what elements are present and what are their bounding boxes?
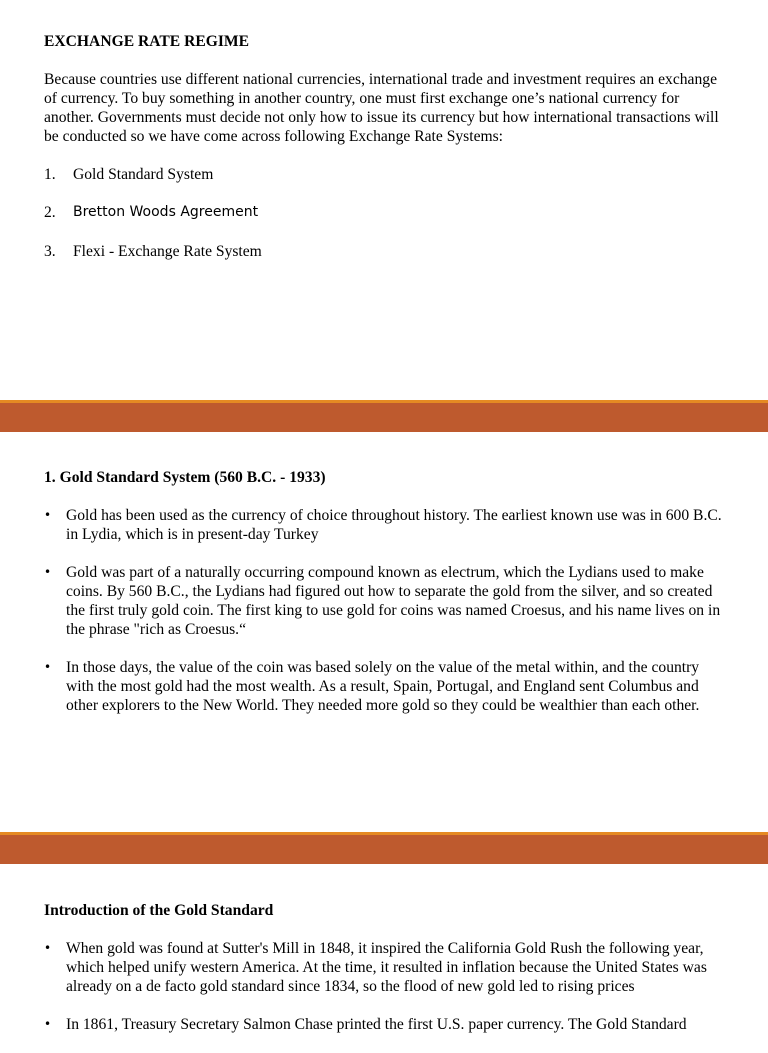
bullet-item — [44, 506, 728, 544]
bullet-item — [44, 939, 728, 996]
bullet-text: In 1861, Treasury Secretary Salmon Chase printed the first U.S. paper currency. The Gold Standard — [66, 1016, 687, 1033]
bullet-item — [44, 563, 728, 639]
bullet-text: In those days, the value of the coin was based solely on the value of the metal within, and the country with the most gold had the most wealth. As a result, Spain, Portugal, and England sent Columbus and other explorers to the New World. They needed more gold so they could be wealthier than each other. — [66, 659, 700, 714]
gold-standard-bullets — [44, 506, 728, 715]
slide-2-title: 1. Gold Standard System (560 B.C. - 1933) — [44, 469, 326, 486]
slide-divider — [0, 400, 768, 432]
list-item-label: Flexi - Exchange Rate System — [73, 242, 262, 260]
list-item-number: 1. — [44, 166, 56, 183]
list-item — [44, 165, 728, 184]
slide-gold-standard-system — [0, 432, 768, 832]
bullet-text: Gold was part of a naturally occurring compound known as electrum, which the Lydians used to make coins. By 560 B.C., the Lydians had figured out how to separate the gold from the silver, and so created the first truly gold coin. The first king to use gold for coins was named Croesus, and his name lives on in the phrase "rich as Croesus.“ — [66, 564, 721, 638]
list-item — [44, 203, 728, 222]
list-item-label: Gold Standard System — [73, 166, 214, 183]
slide-1-content — [44, 32, 728, 280]
slide-2-content — [44, 468, 728, 734]
exchange-systems-list — [44, 165, 728, 261]
list-item-label: Bretton Woods Agreement — [73, 204, 259, 221]
slide-divider — [0, 832, 768, 864]
introduction-bullets — [44, 939, 728, 1034]
bullet-text: Gold has been used as the currency of choice throughout history. The earliest known use was in 600 B.C. in Lydia, which is in present-day Turkey — [66, 507, 722, 543]
bullet-marker: • — [44, 660, 52, 674]
list-item — [44, 242, 728, 261]
slide-exchange-rate-regime — [0, 0, 768, 400]
slide-1-title: EXCHANGE RATE REGIME — [44, 33, 250, 50]
slide-3-content — [44, 901, 728, 1053]
bullet-marker: • — [44, 941, 52, 955]
bullet-marker: • — [44, 508, 52, 522]
list-item-number: 2. — [44, 204, 56, 222]
bullet-marker: • — [44, 1017, 52, 1031]
bullet-item — [44, 658, 728, 715]
bullet-marker: • — [44, 565, 52, 579]
slide-introduction-gold-standard — [0, 865, 768, 1033]
bullet-text: When gold was found at Sutter's Mill in 1848, it inspired the California Gold Rush the following year, which helped unify western America. At the time, it resulted in inflation because the United States was already on a de facto gold standard since 1834, so the flood of new gold led to rising prices — [66, 940, 707, 995]
bullet-item — [44, 1015, 728, 1034]
intro-paragraph: Because countries use different national currencies, international trade and investment requires an exchange of currency. To buy something in another country, one must first exchange one’s national currency for another. Governments must decide not only how to issue its currency but how international transactions will be conducted so we have come across following Exchange Rate Systems: — [44, 71, 719, 145]
slide-3-title: Introduction of the Gold Standard — [44, 902, 274, 919]
list-item-number: 3. — [44, 242, 56, 260]
